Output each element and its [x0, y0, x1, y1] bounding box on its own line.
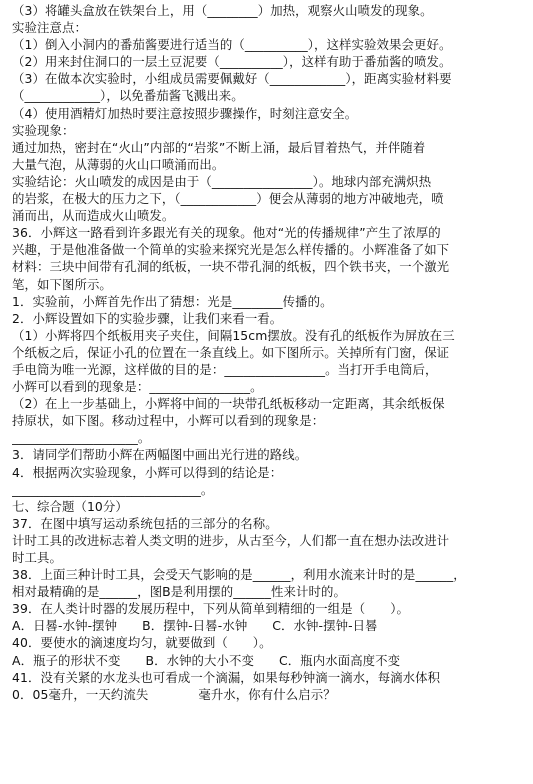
text-line-08: 实验现象：: [12, 122, 75, 138]
text-line-40: A．日晷-水钟-摆钟 B．摆钟-日晷-水钟 C．水钟-摆钟-日晷: [12, 618, 378, 634]
text-line-14: 36．小辉这一路看到许多跟光有关的现象。他对“光的传播规律”产生了浓厚的: [12, 225, 441, 241]
text-line-12: 的岩浆，在极大的压力之下，（____________）便会从薄弱的地方冲破地壳，喷: [12, 191, 444, 207]
text-line-43: 41．没有关紧的水龙头也可看成一个滴漏，如果每秒钟滴一滴水，每滴水体积: [12, 669, 441, 685]
text-line-23: 小辉可以看到的现象是：________________。: [12, 379, 263, 395]
text-line-38: 相对最精确的是______，图B是利用摆的______性来计时的。: [12, 584, 346, 600]
text-line-05: （3）在做本次实验时，小组成员需要佩戴好（____________），距离实验材料要: [12, 71, 452, 87]
text-line-11: 实验结论：火山喷发的成因是由于（________________）。地球内部充满炽热: [12, 173, 432, 189]
text-line-41: 40．要使水的滴速度均匀，就要做到（ ）。: [12, 635, 272, 651]
text-line-06: （____________），以免番茄酱飞溅出来。: [12, 88, 244, 104]
text-line-24: （2）在上一步基础上，小辉将中间的一块带孔纸板移动一定距离，其余纸板保: [12, 396, 445, 412]
text-line-25: 持原状，如下图。移动过程中，小辉可以看到的现象是：: [12, 413, 325, 429]
text-line-13: 涌而出，从而造成火山喷发。: [12, 208, 175, 224]
text-line-15: 兴趣，于是他准备做一个简单的实验来探究光是怎么样传播的。小辉准备了如下: [12, 242, 450, 258]
text-line-17: 笔，如下图所示。: [12, 276, 112, 292]
text-line-21: 个纸板之后，保证小孔的位置在一条直线上。如下图所示。关掉所有门窗，保证: [12, 344, 450, 360]
text-line-33: 七、综合题（10分）: [12, 498, 128, 514]
text-line-44: 0．05毫升，一天约流失 毫升水，你有什么启示？: [12, 686, 336, 702]
text-line-04: （2）用来封住洞口的一层土豆泥要（__________），这样有助于番茄酱的喷发。: [12, 54, 452, 70]
text-line-35: 计时工具的改进标志着人类文明的进步，从古至今，人们都一直在想办法改进计: [12, 532, 450, 548]
text-line-02: 实验注意点：: [12, 20, 87, 36]
text-line-22: 手电筒为唯一光源，这样做的目的是：________________。当打开手电筒后，: [12, 361, 438, 377]
text-line-39: 39．在人类计时器的发展历程中，下列从简单到精细的一组是（ ）。: [12, 601, 409, 617]
text-line-10: 大量气泡，从薄弱的火山口喷涌而出。: [12, 156, 225, 172]
text-line-18: 1．实验前，小辉首先作出了猜想：光是________传播的。: [12, 293, 333, 309]
text-line-09: 通过加热，密封在“火山”内部的“岩浆”不断上涌，最后冒着热气，并伴随着: [12, 139, 426, 155]
text-line-26: ____________________。: [12, 430, 151, 446]
text-line-01: （3）将罐头盒放在铁架台上，用（________）加热，观察火山喷发的现象。: [12, 3, 433, 18]
text-line-37: 38．上面三种计时工具，会受天气影响的是______，利用水流来计时的是______，: [12, 567, 466, 583]
text-line-34: 37．在图中填写运动系统包括的三部分的名称。: [12, 515, 278, 531]
text-line-19: 2．小辉设置如下的实验步骤，让我们来看一看。: [12, 310, 283, 326]
text-line-42: A．瓶子的形状不变 B．水钟的大小不变 C．瓶内水面高度不变: [12, 652, 401, 668]
text-line-31: 4．根据两次实验现象，小辉可以得到的结论是：: [12, 464, 283, 480]
text-line-20: （1）小辉将四个纸板用夹子夹住，间隔15cm摆放。没有孔的纸板作为屏放在三: [12, 327, 455, 343]
text-line-07: （4）使用酒精灯加热时要注意按照步骤操作，时刻注意安全。: [12, 105, 358, 121]
text-line-16: 材料：三块中间带有孔洞的纸板，一块不带孔洞的纸板，四个铁书夹，一个激光: [12, 259, 450, 275]
text-line-03: （1）倒入小洞内的番茄酱要进行适当的（__________），这样实验效果会更好。: [12, 37, 452, 53]
text-line-36: 时工具。: [12, 550, 62, 565]
text-line-28: 3．请同学们帮助小辉在两幅图中画出光行进的路线。: [12, 447, 308, 463]
text-line-32: ______________________________。: [12, 481, 214, 497]
